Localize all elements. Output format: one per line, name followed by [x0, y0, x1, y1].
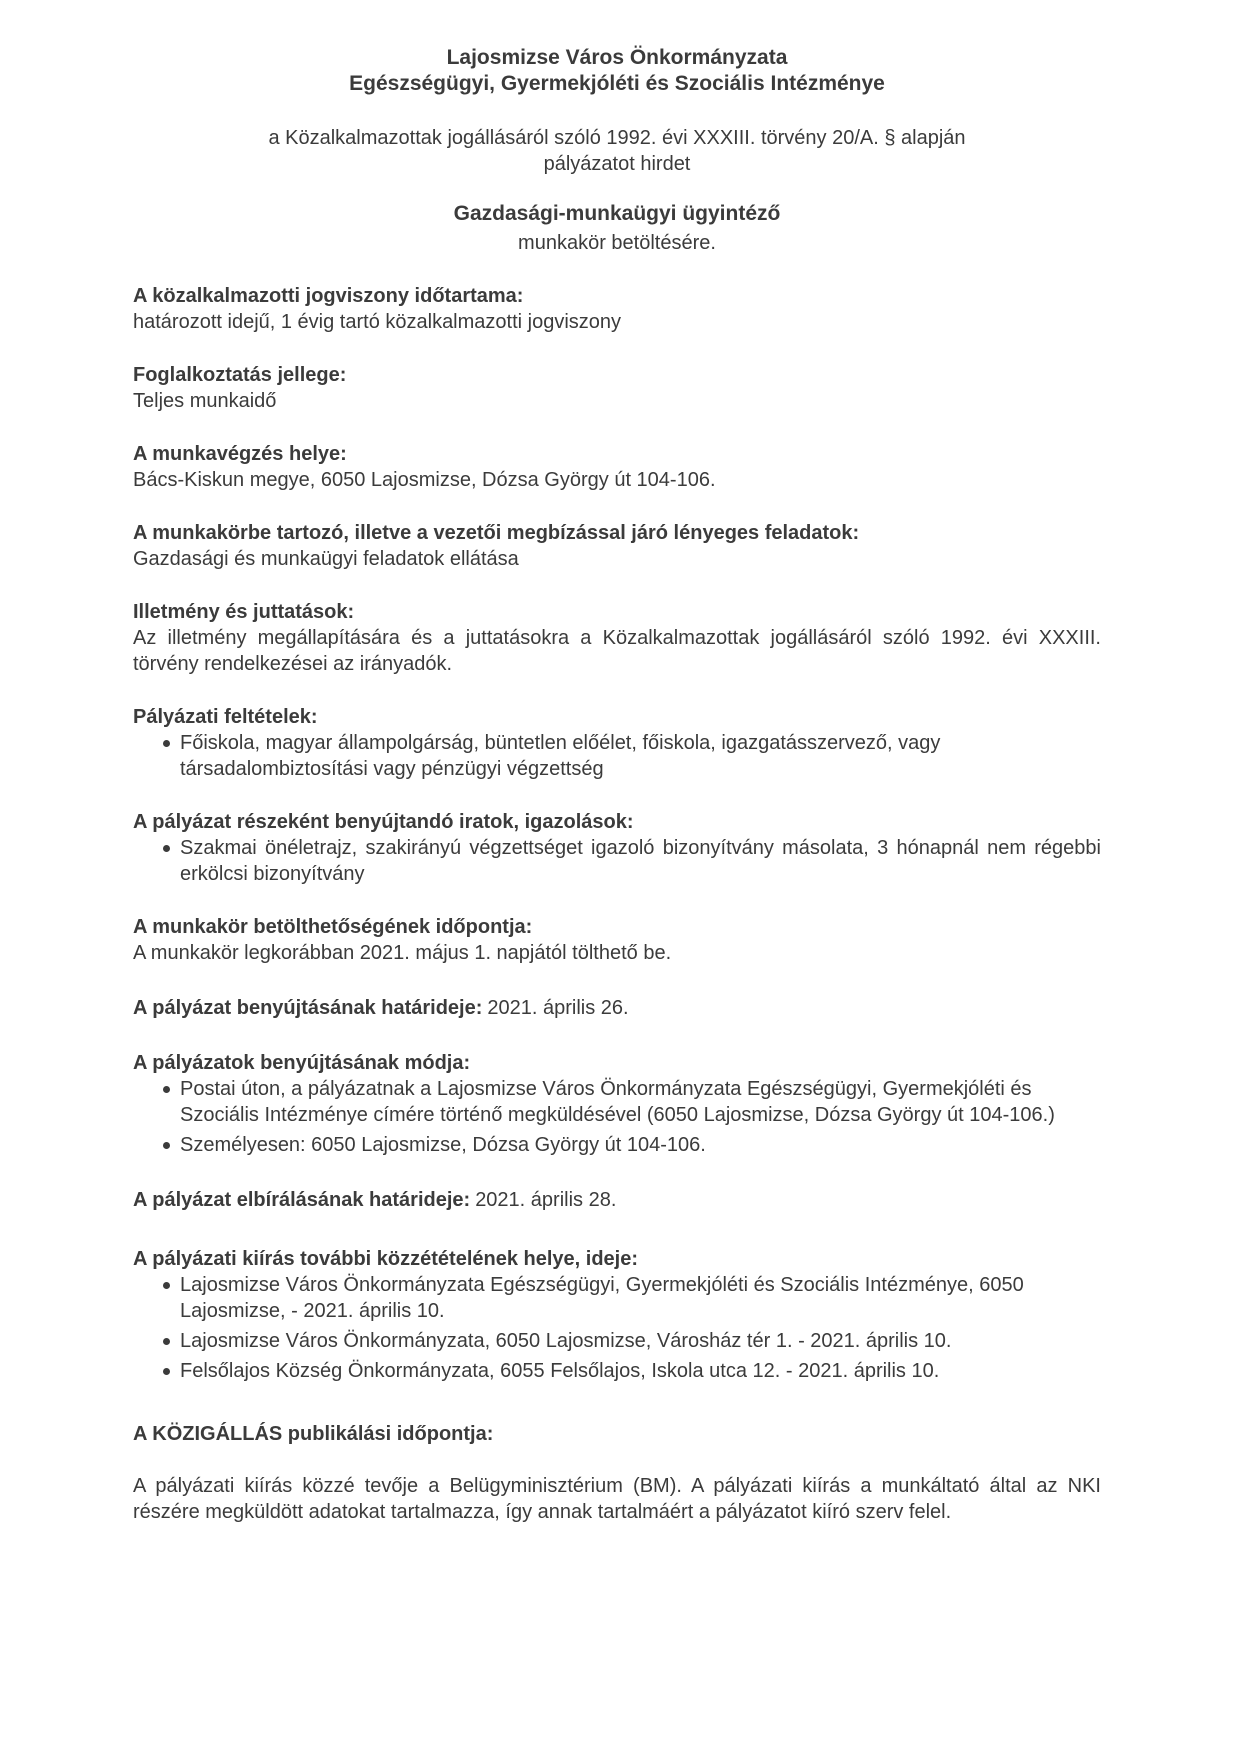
- section-body: Gazdasági és munkaügyi feladatok ellátása: [133, 548, 519, 570]
- bullet-icon: [163, 1368, 170, 1375]
- bullet-icon: [163, 740, 170, 747]
- section-elbiralas-hatarido: [133, 1187, 1101, 1213]
- list-item-text: Felsőlajos Község Önkormányzata, 6055 Felsőlajos, Iskola utca 12. - 2021. április 10.: [180, 1360, 940, 1382]
- bullet-icon: [163, 845, 170, 852]
- document-content: [133, 45, 1101, 1525]
- section-heading: A közalkalmazotti jogviszony időtartama:: [133, 285, 524, 307]
- section-foglalkoztatas: [133, 362, 1101, 414]
- section-heading: A munkakörbe tartozó, illetve a vezetői megbízással járó lényeges feladatok:: [133, 522, 860, 544]
- bullet-icon: [163, 1282, 170, 1289]
- section-heading: A KÖZIGÁLLÁS publikálási időpontja:: [133, 1423, 494, 1445]
- bullet-list: [133, 730, 1101, 782]
- legal-basis-line2: pályázatot hirdet: [543, 153, 691, 175]
- section-benyujtas-modja: [133, 1050, 1101, 1158]
- deadline-value: 2021. április 28.: [475, 1189, 617, 1211]
- legal-basis-line1: a Közalkalmazottak jogállásáról szóló 1992. évi XXXIII. törvény 20/A. § alapján: [268, 127, 966, 149]
- list-item: [133, 1328, 1101, 1354]
- document-header: [133, 45, 1101, 256]
- section-benyujtas-hatarido: [133, 995, 1101, 1021]
- bullet-icon: [163, 1338, 170, 1345]
- list-item: [133, 835, 1101, 887]
- section-heading: A munkakör betölthetőségének időpontja:: [133, 916, 533, 938]
- bullet-icon: [163, 1086, 170, 1093]
- list-item-text: Lajosmizse Város Önkormányzata, 6050 Lajosmizse, Városház tér 1. - 2021. április 10.: [180, 1330, 952, 1352]
- section-heading: A munkavégzés helye:: [133, 443, 347, 465]
- bullet-list: [133, 1272, 1101, 1384]
- section-feltetelek: [133, 704, 1101, 782]
- deadline-value: 2021. április 26.: [487, 997, 629, 1019]
- list-item: [133, 1076, 1101, 1128]
- section-heading: Pályázati feltételek:: [133, 706, 318, 728]
- bullet-list: [133, 835, 1101, 887]
- section-kozigallas: [133, 1421, 1101, 1525]
- list-item: [133, 1272, 1101, 1324]
- section-body: Teljes munkaidő: [133, 390, 277, 412]
- list-item-text: Személyesen: 6050 Lajosmizse, Dózsa György út 104-106.: [180, 1134, 706, 1156]
- org-name-line1: Lajosmizse Város Önkormányzata: [446, 46, 788, 69]
- list-item-text: Lajosmizse Város Önkormányzata Egészségügyi, Gyermekjóléti és Szociális Intézménye, 6050 Lajosmizse, - 2021. április 10.: [180, 1274, 1024, 1322]
- list-item: [133, 1358, 1101, 1384]
- section-heading: A pályázatok benyújtásának módja:: [133, 1052, 471, 1074]
- section-feladatok: [133, 520, 1101, 572]
- list-item-text: Szakmai önéletrajz, szakirányú végzettséget igazoló bizonyítvány másolata, 3 hónapnál nem régebbi erkölcsi bizonyítvány: [180, 837, 1101, 885]
- section-jogviszony: [133, 283, 1101, 335]
- section-body: Bács-Kiskun megye, 6050 Lajosmizse, Dózsa György út 104-106.: [133, 469, 716, 491]
- section-heading: A pályázat benyújtásának határideje:: [133, 997, 483, 1019]
- section-iratok: [133, 809, 1101, 887]
- section-body: A pályázati kiírás közzé tevője a Belügyminisztérium (BM). A pályázati kiírás a munkáltató által az NKI részére megküldött adatokat tartalmazza, így annak tartalmáért a pályázatot kiíró szerv felel.: [133, 1475, 1101, 1523]
- list-item-text: Főiskola, magyar állampolgárság, büntetlen előélet, főiskola, igazgatásszervező, vagy társadalombiztosítási vagy pénzügyi végzettség: [180, 732, 941, 780]
- section-body: Az illetmény megállapítására és a juttatásokra a Közalkalmazottak jogállásáról szóló 1992. évi XXXIII. törvény rendelkezései az irányadók.: [133, 627, 1101, 675]
- section-betoltheto: [133, 914, 1101, 966]
- section-illetmeny: [133, 599, 1101, 677]
- section-heading: A pályázat elbírálásának határideje:: [133, 1189, 471, 1211]
- list-item-text: Postai úton, a pályázatnak a Lajosmizse Város Önkormányzata Egészségügyi, Gyermekjóléti és Szociális Intézménye címére történő megküldésével (6050 Lajosmizse, Dózsa György út 104-106.): [180, 1078, 1055, 1126]
- job-title: Gazdasági-munkaügyi ügyintéző: [453, 202, 781, 225]
- section-munkavegzes: [133, 441, 1101, 493]
- section-body: A munkakör legkorábban 2021. május 1. napjától tölthető be.: [133, 942, 672, 964]
- section-heading: A pályázati kiírás további közzétételének helye, ideje:: [133, 1248, 639, 1270]
- job-subtitle: munkakör betöltésére.: [518, 232, 716, 254]
- section-kozzetetel: [133, 1246, 1101, 1384]
- bullet-list: [133, 1076, 1101, 1158]
- section-heading: Foglalkoztatás jellege:: [133, 364, 347, 386]
- section-body: határozott idejű, 1 évig tartó közalkalmazotti jogviszony: [133, 311, 622, 333]
- list-item: [133, 1132, 1101, 1158]
- org-name-line2: Egészségügyi, Gyermekjóléti és Szociális Intézménye: [349, 72, 885, 95]
- list-item: [133, 730, 1101, 782]
- section-heading: A pályázat részeként benyújtandó iratok, igazolások:: [133, 811, 634, 833]
- bullet-icon: [163, 1142, 170, 1149]
- section-heading: Illetmény és juttatások:: [133, 601, 355, 623]
